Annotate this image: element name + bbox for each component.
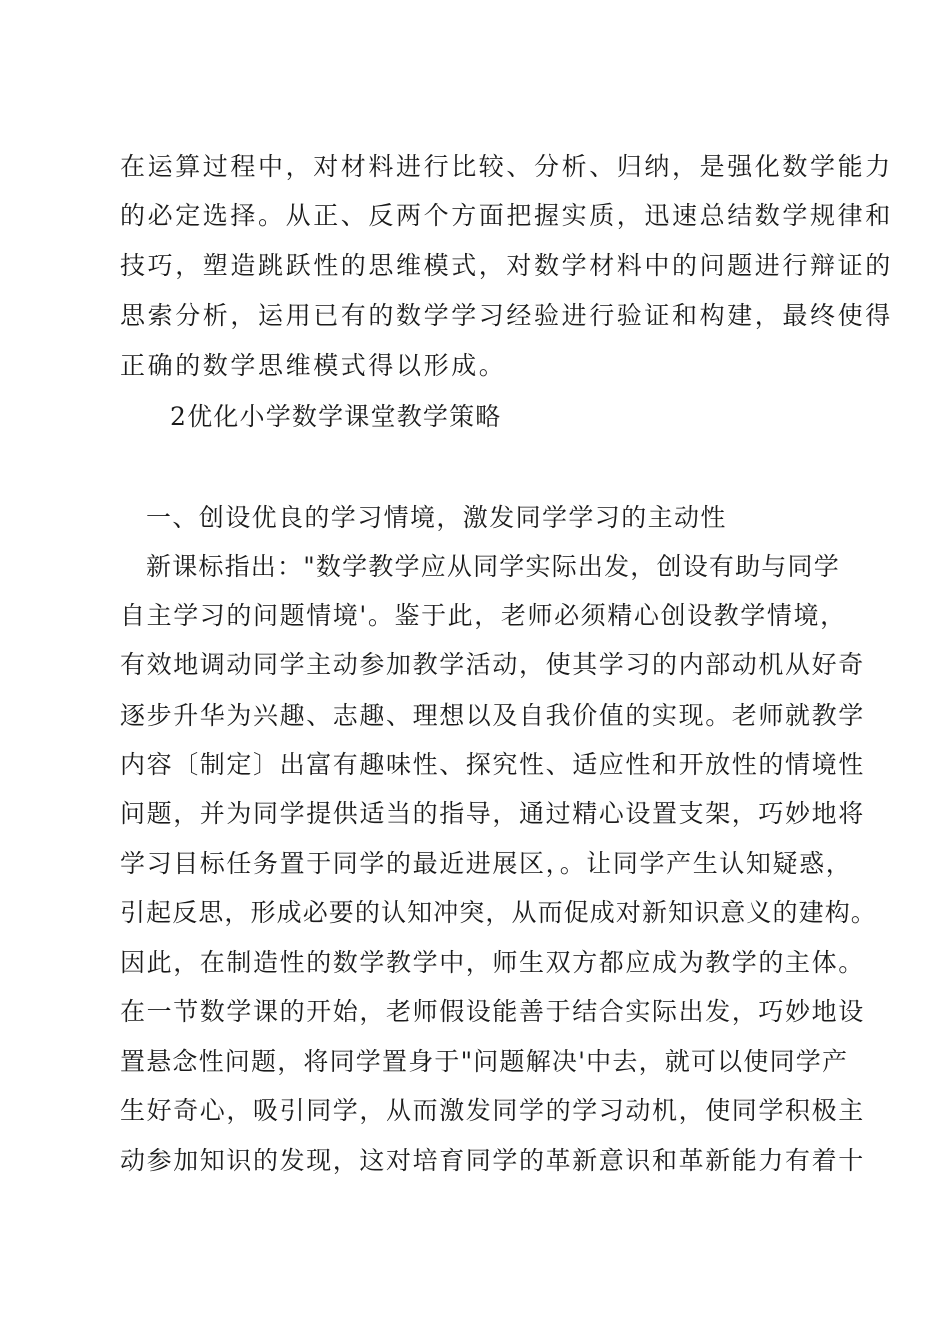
section-heading: 2优化小学数学课堂教学策略 [170, 402, 502, 431]
paragraph-2-line-2: 自主学习的问题情境'。鉴于此，老师必须精心创设教学情境， [120, 601, 847, 630]
paragraph-2-line-11: 置悬念性问题，将同学置身于"问题解决'中去，就可以使同学产 [120, 1047, 849, 1076]
paragraph-2-line-13: 动参加知识的发现，这对培育同学的革新意识和革新能力有着十 [120, 1146, 865, 1175]
paragraph-2-line-5: 内容〔制定〕出富有趣味性、探究性、适应性和开放性的情境性 [120, 750, 865, 779]
paragraph-2-line-8: 引起反思，形成必要的认知冲突，从而促成对新知识意义的建构。 [120, 898, 877, 927]
paragraph-1-line-2: 的必定选择。从正、反两个方面把握实质，迅速总结数学规律和 [120, 201, 893, 230]
paragraph-2-line-7: 学习目标任务置于同学的最近进展区，。让同学产生认知疑惑， [120, 849, 853, 878]
paragraph-2-line-12: 生好奇心，吸引同学，从而激发同学的学习动机，使同学积极主 [120, 1096, 865, 1125]
paragraph-2-line-9: 因此，在制造性的数学教学中，师生双方都应成为教学的主体。 [120, 948, 865, 977]
subheading: 一、创设优良的学习情境，激发同学学习的主动性 [146, 503, 727, 532]
paragraph-2-line-10: 在一节数学课的开始，老师假设能善于结合实际出发，巧妙地设 [120, 997, 865, 1026]
paragraph-2-line-4: 逐步升华为兴趣、志趣、理想以及自我价值的实现。老师就教学 [120, 701, 865, 730]
paragraph-2-line-1: 新课标指出："数学教学应从同学实际出发，创设有助与同学 [146, 552, 840, 581]
paragraph-1-line-4: 思索分析，运用已有的数学学习经验进行验证和构建，最终使得 [120, 301, 893, 330]
paragraph-1-line-3: 技巧，塑造跳跃性的思维模式，对数学材料中的问题进行辩证的 [120, 251, 893, 280]
paragraph-2-line-3: 有效地调动同学主动参加教学活动，使其学习的内部动机从好奇 [120, 650, 865, 679]
paragraph-2-line-6: 问题，并为同学提供适当的指导，通过精心设置支架，巧妙地将 [120, 799, 865, 828]
paragraph-1-line-1: 在运算过程中，对材料进行比较、分析、归纳，是强化数学能力 [120, 152, 893, 181]
paragraph-1-line-5: 正确的数学思维模式得以形成。 [120, 351, 507, 380]
